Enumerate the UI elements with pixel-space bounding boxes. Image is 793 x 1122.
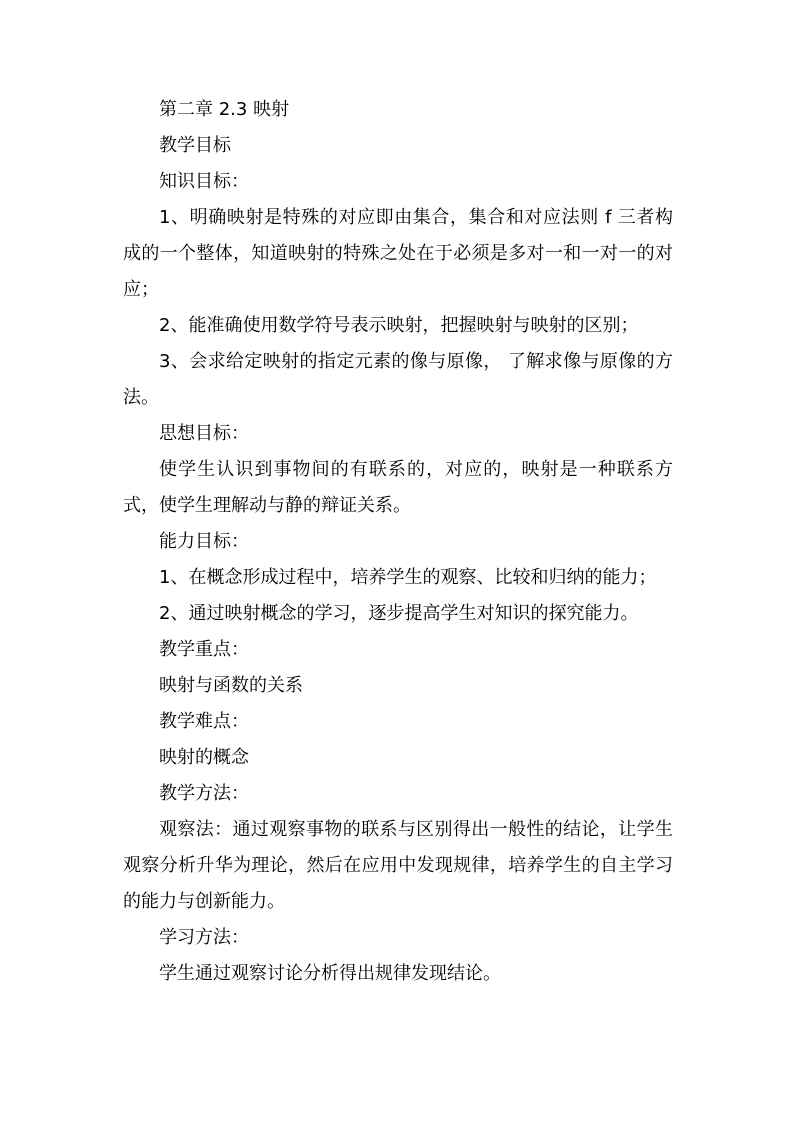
- key-points-heading: 教学重点：: [159, 639, 249, 660]
- ability-goals-heading: 能力目标：: [159, 531, 249, 552]
- ability-goal-1: 1、在概念形成过程中，培养学生的观察、比较和归纳的能力；: [159, 567, 657, 588]
- difficulties-text: 映射的概念: [159, 747, 249, 768]
- thinking-goals-text: 使学生认识到事物间的有联系的，对应的，映射是一种联系方式，使学生理解动与静的辩证关系。: [123, 459, 673, 516]
- learning-methods-heading: 学习方法：: [159, 927, 249, 948]
- methods-text: 观察法：通过观察事物的联系与区别得出一般性的结论，让学生观察分析升华为理论，然后在应用中发现规律，培养学生的自主学习的能力与创新能力。: [123, 819, 673, 912]
- chapter-title: 第二章 2.3 映射: [159, 99, 290, 120]
- document-body: [123, 92, 673, 992]
- ability-goal-2: 2、通过映射概念的学习，逐步提高学生对知识的探究能力。: [159, 603, 639, 624]
- knowledge-goals-heading: 知识目标：: [159, 171, 249, 192]
- difficulties-heading: 教学难点：: [159, 711, 249, 732]
- knowledge-goal-3: 3、会求给定映射的指定元素的像与原像， 了解求像与原像的方法。: [123, 351, 673, 408]
- learning-methods-text: 学生通过观察讨论分析得出规律发现结论。: [159, 963, 501, 984]
- knowledge-goal-1: 1、明确映射是特殊的对应即由集合，集合和对应法则 f 三者构成的一个整体，知道映射的特殊之处在于必须是多对一和一对一的对应；: [123, 207, 673, 300]
- thinking-goals-heading: 思想目标：: [159, 423, 249, 444]
- teaching-goals-heading: 教学目标: [159, 135, 231, 156]
- knowledge-goal-2: 2、能准确使用数学符号表示映射，把握映射与映射的区别；: [159, 315, 639, 336]
- key-points-text: 映射与函数的关系: [159, 675, 303, 696]
- methods-heading: 教学方法：: [159, 783, 249, 804]
